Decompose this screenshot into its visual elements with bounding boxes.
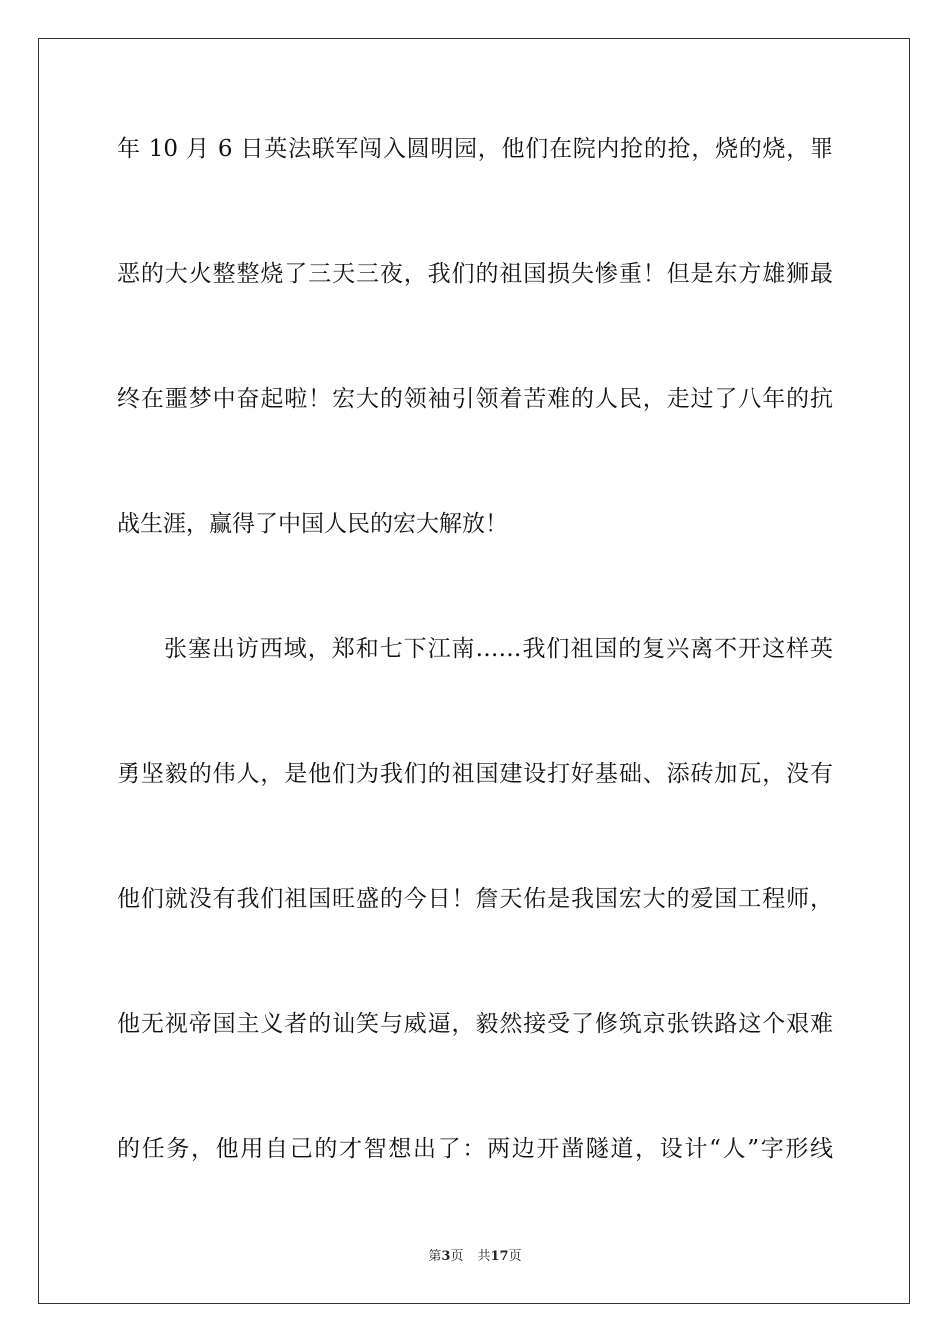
paragraph-line: 他们就没有我们祖国旺盛的今日！詹天佑是我国宏大的爱国工程师， [117, 886, 833, 912]
total-pages: 17 [490, 1249, 509, 1264]
page-border [38, 38, 910, 1304]
total-suffix: 页 [508, 1249, 522, 1264]
paragraph-line: 终在噩梦中奋起啦！宏大的领袖引领着苦难的人民，走过了八年的抗 [117, 386, 833, 412]
page-prefix: 第 [428, 1249, 442, 1264]
paragraph-line: 战生涯，赢得了中国人民的宏大解放！ [117, 511, 508, 537]
paragraph-line: 张塞出访西域，郑和七下江南……我们祖国的复兴离不开这样英 [164, 636, 833, 662]
page-suffix: 页 [450, 1249, 464, 1264]
paragraph-line: 年 10 月 6 日英法联军闯入圆明园，他们在院内抢的抢，烧的烧，罪 [117, 136, 833, 162]
paragraph-line: 的任务，他用自己的才智想出了：两边开凿隧道，设计“人”字形线 [117, 1136, 833, 1162]
paragraph-line: 恶的大火整整烧了三天三夜，我们的祖国损失惨重！但是东方雄狮最 [117, 261, 833, 287]
page-number: 3 [441, 1249, 451, 1264]
paragraph-line: 他无视帝国主义者的讪笑与威逼，毅然接受了修筑京张铁路这个艰难 [117, 1011, 833, 1037]
total-prefix: 共 [477, 1249, 491, 1264]
paragraph-line: 勇坚毅的伟人，是他们为我们的祖国建设打好基础、添砖加瓦，没有 [117, 761, 833, 787]
page-footer [0, 1248, 950, 1266]
